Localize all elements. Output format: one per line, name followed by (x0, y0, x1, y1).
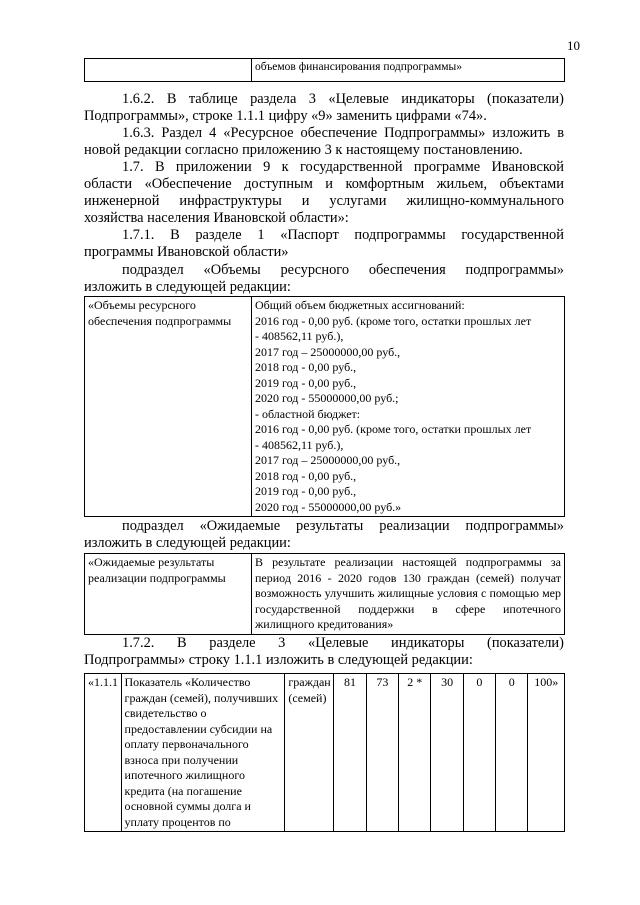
indicator-value: 100» (528, 674, 565, 832)
word: «Объемы (203, 262, 261, 278)
top-table (84, 58, 565, 82)
resources-line: 2017 год – 25000000,00 руб., (255, 453, 401, 467)
resources-line: 2020 год - 55000000,00 руб.» (255, 499, 402, 514)
top-table-cell-text: объемов финансирования подпрограммы» (252, 59, 565, 82)
p17-line2: области «Обеспечение доступным и комфортным жильем, объектами (84, 176, 564, 192)
sub2-line1 (122, 518, 564, 535)
word: разделе (195, 227, 242, 243)
top-table-cell-empty (85, 59, 252, 82)
results-table (84, 553, 565, 635)
word: В (170, 227, 180, 243)
word: (показатели) (487, 635, 564, 651)
word: 3 (278, 635, 286, 651)
p163-line2: новой редакции согласно приложению 3 к настоящему постановлению. (84, 142, 523, 158)
p162-line2: Подпрограммы», строке 1.1.1 цифру «9» заменить цифрами «74». (84, 108, 487, 124)
word: индикаторы (401, 91, 475, 107)
indicator-value: 81 (334, 674, 366, 832)
word: подраздел (122, 262, 184, 278)
sub1-line2: изложить в следующей редакции: (84, 279, 291, 295)
page-number: 10 (567, 38, 580, 53)
p17-line1: 1.7. В приложении 9 к государственной программе Ивановской (122, 159, 564, 175)
resources-label: «Объемы ресурсного обеспечения подпрограммы (85, 297, 252, 517)
sub1-line1 (122, 262, 564, 279)
resources-line: 2020 год - 55000000,00 руб.; (255, 391, 399, 405)
word: таблице (188, 91, 238, 107)
word: 1 (257, 227, 265, 243)
word: и (301, 193, 310, 209)
indicator-unit: граждан (семей) (285, 674, 334, 832)
p162-line1 (122, 91, 564, 108)
resources-line: Общий объем бюджетных ассигнований: (255, 298, 465, 312)
word: ресурсного (280, 262, 350, 278)
word: 1.6.2. (122, 91, 155, 107)
resources-line: 2016 год - 0,00 руб. (кроме того, остатки прошлых лет (255, 313, 532, 328)
word: «Целевые (328, 91, 389, 107)
resources-content (252, 297, 565, 517)
word: услугами (329, 193, 387, 209)
word: инфраструктуры (179, 193, 282, 209)
table-row (85, 674, 565, 832)
indicator-number: «1.1.1 (85, 674, 122, 832)
p17-line3 (84, 193, 564, 210)
resources-line: - 408562,11 руб.), (255, 329, 344, 343)
resources-line: 2019 год - 0,00 руб., (255, 484, 357, 498)
resources-line: - 408562,11 руб.), (255, 437, 344, 452)
word: «Паспорт (280, 227, 339, 243)
resources-line: - областной бюджет: (255, 406, 361, 421)
word: (показатели) (487, 91, 564, 107)
resources-table (84, 296, 565, 517)
word: раздела (250, 91, 297, 107)
indicator-name: Показатель «Количество граждан (семей), получивших свидетельство о предоставлении субсидии на оплату первоначального взноса при получении ипотечного жилищного кредита (на погашение основной суммы долга и уплату процентов по (121, 674, 285, 832)
indicator-value: 73 (366, 674, 398, 832)
word: жилищно-коммунального (406, 193, 564, 209)
p172-line2: Подпрограммы» строку 1.1.1 изложить в следующей редакции: (84, 652, 473, 668)
word: реализации (379, 518, 450, 534)
resources-line: 2016 год - 0,00 руб. (кроме того, остатки прошлых лет (255, 422, 532, 436)
p163-line1: 1.6.3. Раздел 4 «Ресурсное обеспечение Подпрограммы» изложить в (122, 125, 564, 141)
p17-line4: хозяйства населения Ивановской области»: (84, 210, 349, 226)
indicator-table (84, 673, 565, 832)
word: подпрограммы (354, 227, 446, 243)
word: 3 (308, 91, 316, 107)
word: 1.7.2. (122, 635, 155, 651)
word: подраздел (122, 518, 184, 534)
word: «Ожидаемые (199, 518, 281, 534)
indicator-value: 2 * (399, 674, 431, 832)
word: 1.7.1. (122, 227, 155, 243)
indicator-value: 30 (431, 674, 463, 832)
word: «Целевые (308, 635, 369, 651)
indicator-value: 0 (463, 674, 495, 832)
word: инженерной (84, 193, 160, 209)
resources-line: 2018 год - 0,00 руб., (255, 468, 357, 483)
word: обеспечения (368, 262, 446, 278)
resources-line: 2018 год - 0,00 руб., (255, 360, 357, 374)
word: государственной (461, 227, 564, 243)
results-text: В результате реализации настоящей подпрограммы за период 2016 - 2020 годов 130 граждан (семей) получат возможность улучшить жилищные условия с помощью мер государственной поддержки в сфере ипотечного жилищного кредитования» (252, 554, 565, 635)
indicator-value: 0 (496, 674, 528, 832)
word: подпрограммы» (465, 518, 564, 534)
word: индикаторы (391, 635, 465, 651)
p172-line1 (122, 635, 564, 652)
p171-line1 (122, 227, 564, 244)
word: В (166, 91, 177, 107)
resources-line: 2017 год – 25000000,00 руб., (255, 344, 401, 359)
resources-line: 2019 год - 0,00 руб., (255, 375, 357, 390)
word: результаты (296, 518, 364, 534)
word: подпрограммы» (465, 262, 564, 278)
word: В (177, 635, 187, 651)
results-label: «Ожидаемые результаты реализации подпрограммы (85, 554, 252, 635)
word: разделе (209, 635, 256, 651)
p171-line2: программы Ивановской области» (84, 244, 289, 260)
sub2-line2: изложить в следующей редакции: (84, 535, 291, 551)
